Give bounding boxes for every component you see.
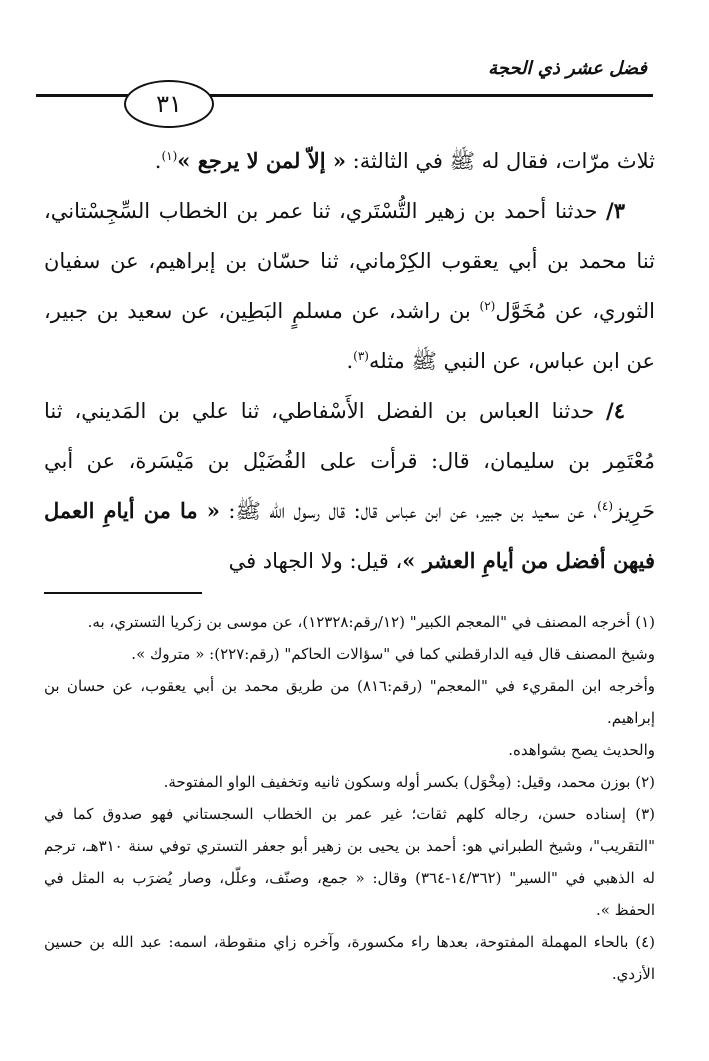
hadith-number: ٤/ bbox=[606, 398, 625, 423]
page-number: ٣١ bbox=[124, 80, 214, 128]
paragraph-continuation bbox=[44, 136, 655, 186]
footnote-ref: (٣) bbox=[353, 349, 369, 363]
paragraph-end: . bbox=[346, 349, 354, 373]
isnad-text: ، عن سعيد بن جبير، عن ابن عباس قال: قال رسول الله ﷺ: bbox=[219, 499, 598, 523]
isnad-text: حدثنا العباس بن الفضل الأَسْفاطي، ثنا علي بن المَديني، ثنا مُعْتَمِر بن سليمان، قال: قرأت على الفُضَيْل بن مَيْسَرة، عن أبي حَرِيز bbox=[44, 399, 655, 523]
running-title: فضل عشر ذي الحجة bbox=[488, 58, 647, 79]
hadith-4 bbox=[44, 386, 655, 586]
paragraph-end: . bbox=[154, 149, 162, 173]
isnad-text: بن راشد، عن مسلمٍ البَطِين، عن سعيد بن جبير، عن ابن عباس، عن النبي ﷺ مثله bbox=[44, 299, 655, 373]
hadith-number: ٣/ bbox=[606, 198, 625, 223]
footnote-4: (٤) بالحاء المهملة المفتوحة، بعدها راء مكسورة، وآخره زاي منقوطة، اسمه: عبد الله بن حسين الأزدي. bbox=[44, 933, 655, 983]
footnote-2: (٢) بوزن محمد، وقيل: (مِخْوَل) بكسر أوله وسكون ثانيه وتخفيف الواو المفتوحة. bbox=[163, 773, 655, 791]
footnote-1-note: والحديث يصح بشواهده. bbox=[508, 741, 655, 759]
hadith-quote: « إلاّ لمن لا يرجع » bbox=[177, 148, 346, 173]
footnote-1-note: وشيخ المصنف قال فيه الدارقطني كما في "سؤالات الحاكم" (رقم:٢٢٧): « متروك ». bbox=[131, 645, 655, 663]
footnote-ref: (١) bbox=[161, 149, 178, 163]
footnote-ref: (٢) bbox=[479, 299, 496, 313]
footnote-3: (٣) إسناده حسن، رجاله كلهم ثقات؛ غير عمر بن الخطاب السجستاني فهو صدوق كما في "التقريب"، وشيخ الطبراني هو: أحمد بن يحيى بن زهير أبو جعفر التستري توفي سنة ٣١٠هـ، ترجم له الذهبي في "السير" (١٤/٣٦٢-٣٦٤) وقال: « جمع، وصنّف، وعلّل، وصار يُضرَب به المثل في الحفظ ». bbox=[44, 805, 655, 919]
footnote-1: (١) أخرجه المصنف في "المعجم الكبير" (١٢/رقم:١٢٣٢٨)، عن موسى بن زكريا التستري، به. bbox=[87, 613, 655, 631]
main-text bbox=[44, 136, 655, 586]
footnote-ref: (٤) bbox=[597, 499, 613, 513]
isnad-text: حدثنا أحمد بن زهير التُّسْتَري، ثنا عمر بن الخطاب السِّجِسْتاني، ثنا محمد بن أبي يعقوب الكِرْماني، ثنا حسّان بن إبراهيم، عن سفيان الثوري، عن مُخَوَّل bbox=[44, 199, 655, 323]
footnote-1-note: وأخرجه ابن المقريء في "المعجم" (رقم:٨١٦) من طريق محمد بن أبي يعقوب، عن حسان بن إبراهيم. bbox=[44, 677, 656, 727]
paragraph-text: ثلاث مرّات، فقال له ﷺ في الثالثة: bbox=[345, 149, 655, 173]
footnote-separator bbox=[44, 592, 202, 594]
paragraph-text: ، قيل: ولا الجهاد في bbox=[228, 549, 403, 573]
footnotes bbox=[44, 606, 655, 990]
hadith-quote: « ما من أيامِ العمل فيهن أفضل من أيامِ العشر » bbox=[44, 498, 655, 573]
hadith-3 bbox=[44, 186, 655, 386]
